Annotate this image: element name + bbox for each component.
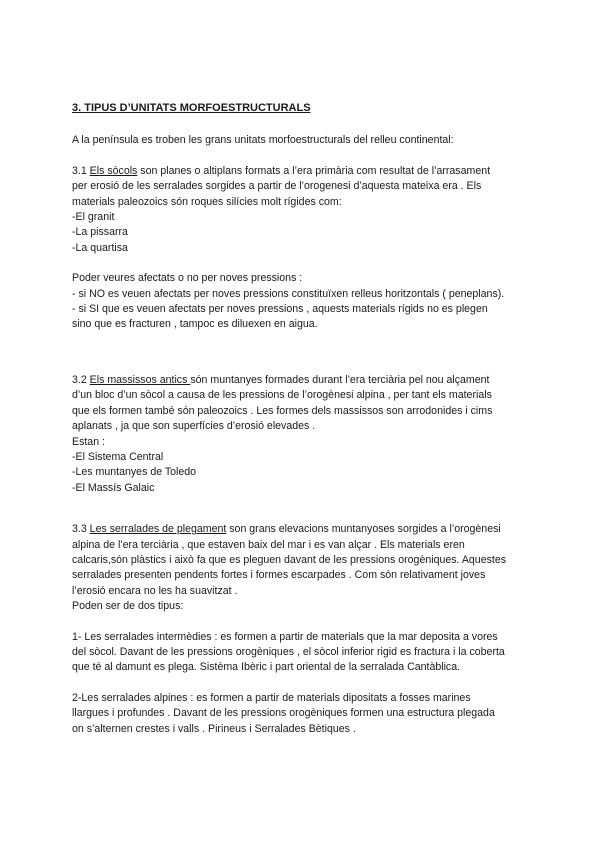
- list-item: -El granit: [72, 211, 115, 224]
- s31-line-2: per erosió de les serralades sorgides a partir de l’orogenesi d’aquesta mateixa era . Els: [72, 180, 482, 193]
- s31-line-3: materials paleozoics són roques silícies molt rígides com:: [72, 195, 342, 208]
- s33-number: 3.3: [72, 523, 90, 536]
- list-item: -El Sistema Central: [72, 450, 164, 463]
- s33-line-4: serralades presenten pendents fortes i formes escarpades . Com són relativament joves: [72, 569, 486, 582]
- list-item: -Les muntanyes de Toledo: [72, 466, 197, 479]
- section-3-3: [72, 522, 542, 737]
- s31-p2-line-2: - si NO es veuen afectats per noves pressions constituïxen relleus horitzontals ( peneplans).: [72, 287, 505, 300]
- s31-p2-line-1: Poder veures afectats o no per noves pressions :: [72, 272, 303, 285]
- section-3-2: [72, 373, 542, 496]
- s33-type1-line-1: 1- Les serralades intermèdies : es formen a partir de materials que la mar deposita a vores: [72, 630, 498, 643]
- s33-type2-line-3: on s’alternen crestes i valls . Pirineus i Serralades Bètiques .: [72, 722, 356, 735]
- s31-term: Els sòcols: [89, 164, 138, 177]
- s33-type1-line-2: del sòcol. Davant de les pressions orogèniques , el sòcol inferior rigid es fractura i la coberta: [72, 645, 505, 658]
- s33-term: Les serralades de plegament: [89, 523, 227, 536]
- intro-paragraph: A la península es troben les grans unitats morfoestructurals del relleu continental:: [72, 134, 454, 147]
- s32-line-1: [72, 373, 542, 388]
- section-title: 3. TIPUS D’UNITATS MORFOESTRUCTURALS: [72, 102, 311, 114]
- s32-line-3: que els formen també són paleozoics . Les formes dels massissos son arrodonides i cims: [72, 404, 493, 417]
- s31-p2-line-4: sino que es fracturen , tampoc es diluexen en aigua.: [72, 318, 318, 331]
- list-item: -La quartisa: [72, 241, 128, 254]
- s32-line-4: aplanats , ja que son superfícies d’erosió elevades .: [72, 420, 316, 433]
- document-body: [72, 101, 542, 737]
- s32-term: Els massissos antics: [89, 373, 191, 386]
- s33-line-3: calcaris,són plàstics i això fa que es pleguen davant de les pressions orogèniques. Aquestes: [72, 553, 507, 566]
- s33-line-2: alpina de l’era terciària , que estaven baix del mar i es van alçar . Els materials eren: [72, 538, 465, 551]
- s33-line-6: Poden ser de dos tipus:: [72, 600, 184, 613]
- s31-p2-line-3: - si SI que es veuen afectats per noves pressions , aquests materials rígids no es plegen: [72, 303, 488, 316]
- s31-number: 3.1: [72, 164, 90, 177]
- s32-line-5: Estan :: [72, 435, 105, 448]
- s32-number: 3.2: [72, 373, 90, 386]
- s33-line-5: l’erosió encara no les ha suavitzat .: [72, 584, 238, 597]
- list-item: -El Massís Galaic: [72, 481, 155, 494]
- s33-line-1: [72, 522, 542, 537]
- s33-type1-line-3: que té al damunt es plega. Sistèma Ibèric i part oriental de la serralada Cantàblica.: [72, 661, 461, 674]
- s31-line-1: [72, 164, 542, 179]
- list-item: -La pissarra: [72, 226, 128, 239]
- s32-line-2: d’un bloc d’un sòcol a causa de les pressions de l’orogènesi alpina , per tant els materials: [72, 389, 492, 402]
- s33-l1: son grans elevacions muntanyoses sorgides a l’orogènesi: [226, 523, 501, 536]
- s31-l1: son planes o altiplans formats a l’era primària com resultat de l’arrasament: [137, 164, 491, 177]
- s33-type2-line-2: llargues i profundes . Davant de les pressions orogèniques formen una estructura plegada: [72, 707, 495, 720]
- s32-l1: són muntanyes formades durant l’era terciària pel nou alçament: [190, 373, 490, 386]
- s33-type2-line-1: 2-Les serralades alpines : es formen a partir de materials dipositats a fosses marines: [72, 691, 471, 704]
- section-3-1: [72, 164, 542, 333]
